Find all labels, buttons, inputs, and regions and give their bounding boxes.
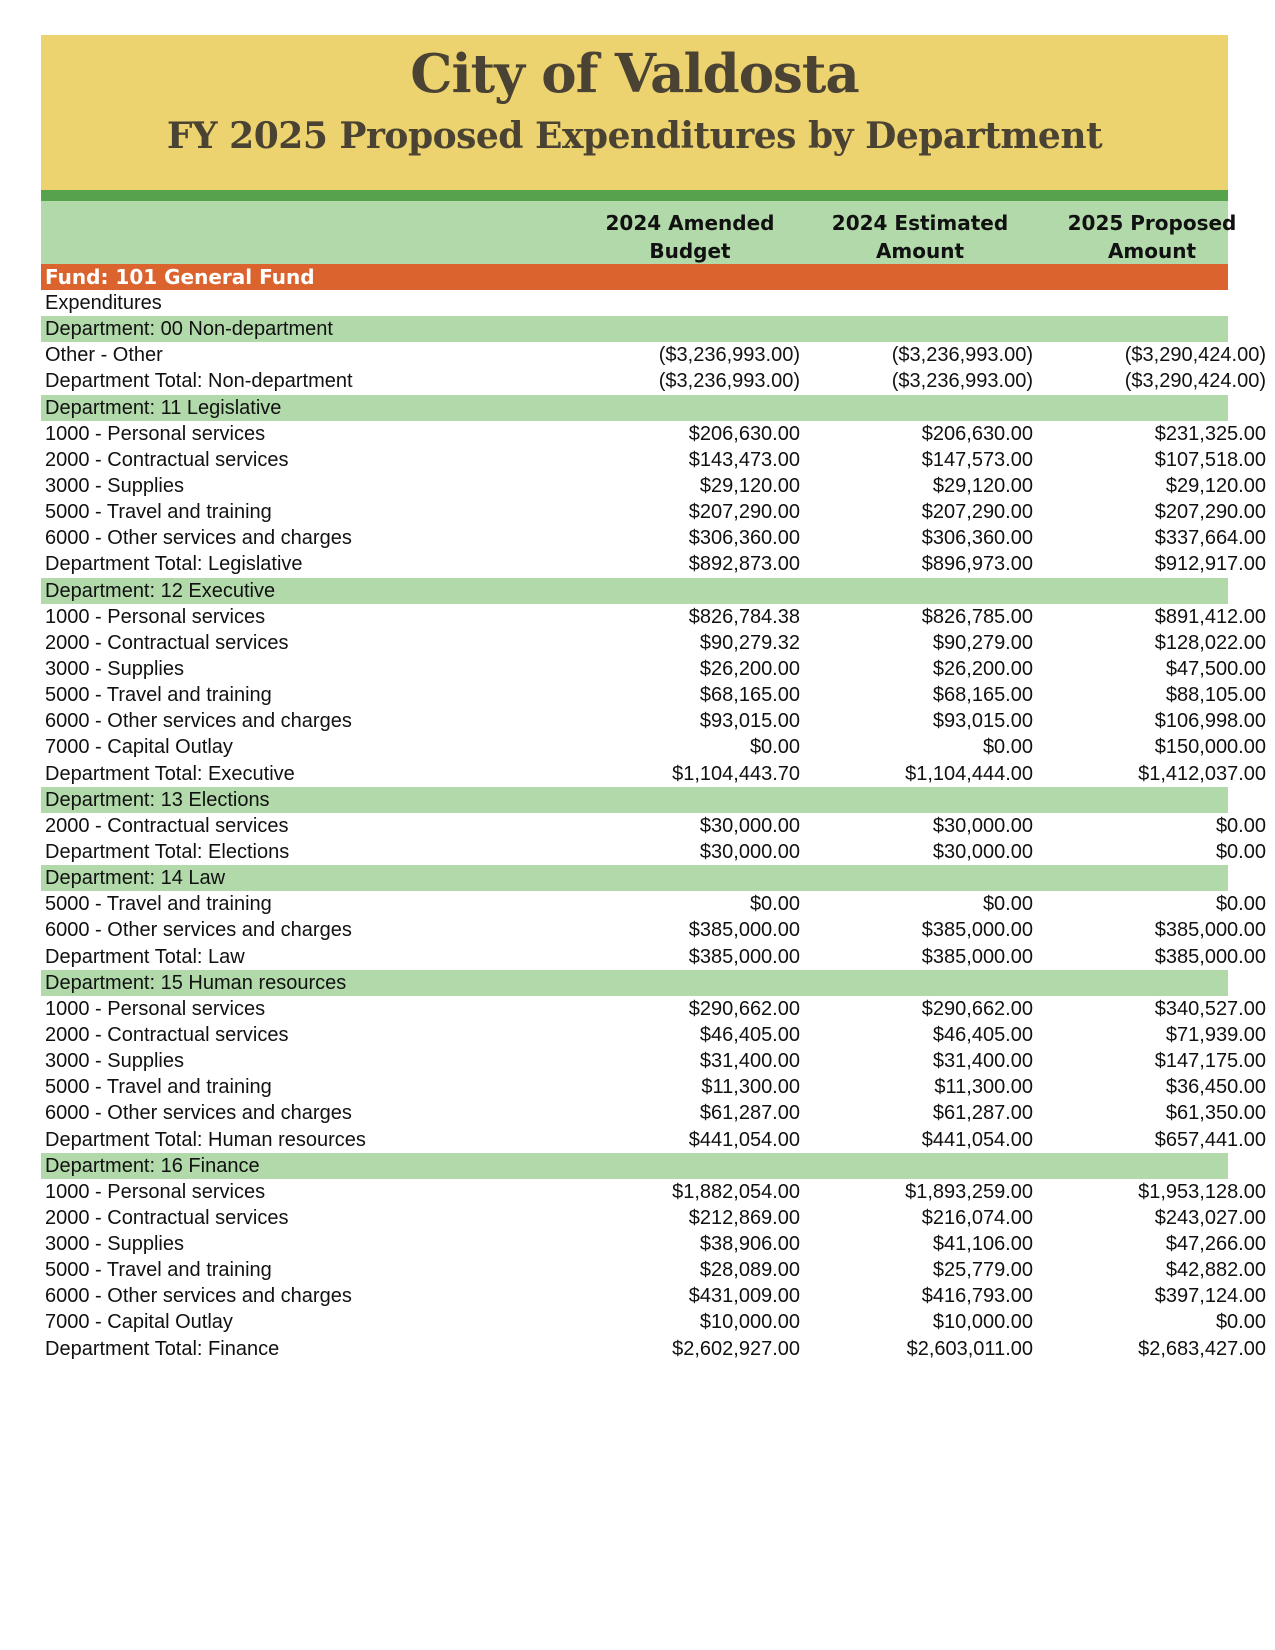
amended-2024-cell: $826,784.38 [688,605,800,628]
table-row [41,604,1266,630]
row-label: 2000 - Contractual services [45,1023,289,1046]
row-label: Department Total: Legislative [45,553,303,576]
amended-2024-cell: $892,873.00 [688,553,800,576]
table-row [41,656,1266,682]
proposed-2025-cell: $891,412.00 [1154,605,1266,628]
estimated-2024-cell: $385,000.00 [921,945,1033,968]
table-row [41,1257,1266,1283]
proposed-2025-cell: $42,882.00 [1165,1259,1266,1282]
estimated-2024-cell: $206,630.00 [921,422,1033,445]
amended-2024-cell: $441,054.00 [688,1128,800,1151]
proposed-2025-cell: $0.00 [1215,814,1266,837]
department-total-row [41,944,1266,970]
amended-2024-cell: $68,165.00 [699,684,800,707]
amended-2024-cell: $46,405.00 [699,1023,800,1046]
row-label: 5000 - Travel and training [45,1259,272,1282]
department-header-row [41,970,1228,996]
table-row [41,734,1266,760]
estimated-2024-cell: $290,662.00 [921,997,1033,1020]
proposed-2025-cell: $147,175.00 [1154,1050,1266,1073]
amended-2024-cell: $212,869.00 [688,1206,800,1229]
table-row [41,708,1266,734]
table-row [41,813,1266,839]
estimated-2024-cell: $61,287.00 [932,1102,1033,1125]
proposed-2025-cell: $1,953,128.00 [1138,1180,1266,1203]
department-header-row [41,578,1228,604]
row-label: 6000 - Other services and charges [45,919,352,942]
estimated-2024-cell: $896,973.00 [921,553,1033,576]
estimated-2024-cell: $41,106.00 [932,1233,1033,1256]
table-row [41,1309,1266,1335]
department-total-row [41,551,1266,577]
department-total-row [41,839,1266,865]
amended-2024-cell: $90,279.32 [699,631,800,654]
table-row [41,421,1266,447]
estimated-2024-cell: ($3,236,993.00) [891,344,1033,367]
row-label: 5000 - Travel and training [45,1076,272,1099]
department-label: Department: 15 Human resources [45,971,347,994]
amended-2024-cell: $206,630.00 [688,422,800,445]
row-label: 1000 - Personal services [45,605,266,628]
department-header-row [41,787,1228,813]
row-label: 2000 - Contractual services [45,814,289,837]
proposed-2025-cell: $397,124.00 [1154,1285,1266,1308]
department-header-row [41,1153,1228,1179]
estimated-2024-cell: $1,893,259.00 [905,1180,1033,1203]
department-total-row [41,1127,1266,1153]
table-row [41,1048,1266,1074]
estimated-2024-cell: $441,054.00 [921,1128,1033,1151]
divider-bar [41,190,1228,201]
title-banner [41,35,1228,190]
estimated-2024-cell: $0.00 [982,893,1033,916]
proposed-2025-cell: $207,290.00 [1154,501,1266,524]
amended-2024-cell: $30,000.00 [699,840,800,863]
amended-2024-cell: $1,882,054.00 [672,1180,800,1203]
table-row [41,1231,1266,1257]
proposed-2025-cell: $47,266.00 [1165,1233,1266,1256]
department-header-row [41,395,1228,421]
table-row [41,447,1266,473]
proposed-2025-cell: $1,412,037.00 [1138,762,1266,785]
proposed-2025-cell: $47,500.00 [1165,657,1266,680]
estimated-2024-cell: $207,290.00 [921,501,1033,524]
amended-2024-cell: $11,300.00 [701,1076,800,1099]
amended-2024-cell: $290,662.00 [688,997,800,1020]
row-label: 6000 - Other services and charges [45,1102,352,1125]
department-header-row [41,316,1228,342]
table-row [41,1022,1266,1048]
estimated-2024-cell: $1,104,444.00 [905,762,1033,785]
row-label: 7000 - Capital Outlay [45,1311,233,1334]
table-row [41,1074,1266,1100]
amended-2024-cell: $38,906.00 [699,1233,800,1256]
proposed-2025-cell: $106,998.00 [1154,710,1266,733]
page-title: City of Valdosta [410,43,859,105]
table-row [41,917,1266,943]
department-label: Department: 00 Non-department [45,318,333,341]
row-label: Department Total: Law [45,945,245,968]
row-label: 3000 - Supplies [45,1050,184,1073]
proposed-2025-cell: $243,027.00 [1154,1206,1266,1229]
department-total-row [41,368,1266,394]
proposed-2025-cell: $385,000.00 [1154,945,1266,968]
estimated-2024-cell: $93,015.00 [932,710,1033,733]
department-label: Department: 12 Executive [45,579,276,602]
table-row [41,1179,1266,1205]
amended-2024-cell: $385,000.00 [688,945,800,968]
estimated-2024-cell: ($3,236,993.00) [891,370,1033,393]
column-header-row [41,201,1237,264]
amended-2024-cell: $431,009.00 [688,1285,800,1308]
row-label: 5000 - Travel and training [45,893,272,916]
estimated-2024-cell: $31,400.00 [932,1050,1033,1073]
proposed-2025-cell: $657,441.00 [1154,1128,1266,1151]
section-label: Expenditures [45,292,162,314]
page-subtitle: FY 2025 Proposed Expenditures by Department [166,115,1103,157]
amended-2024-cell: $143,473.00 [688,448,800,471]
estimated-2024-cell: $30,000.00 [932,814,1033,837]
amended-2024-cell: $207,290.00 [688,501,800,524]
estimated-2024-cell: $68,165.00 [932,684,1033,707]
row-label: 7000 - Capital Outlay [45,736,233,759]
amended-2024-cell: $28,089.00 [699,1259,800,1282]
amended-2024-cell: $61,287.00 [699,1102,800,1125]
department-header-row [41,865,1228,891]
proposed-2025-cell: $231,325.00 [1154,422,1266,445]
proposed-2025-cell: $107,518.00 [1154,448,1266,471]
proposed-2025-cell: $71,939.00 [1165,1023,1266,1046]
amended-2024-cell: $385,000.00 [688,919,800,942]
table-row [41,1205,1266,1231]
row-label: 1000 - Personal services [45,422,266,445]
amended-2024-cell: $26,200.00 [699,657,800,680]
row-label: 3000 - Supplies [45,1233,184,1256]
table-row [41,525,1266,551]
row-label: Department Total: Non-department [45,370,353,393]
table-row [41,1283,1266,1309]
amended-2024-cell: ($3,236,993.00) [658,344,800,367]
amended-2024-cell: $31,400.00 [699,1050,800,1073]
proposed-2025-cell: $2,683,427.00 [1138,1337,1266,1360]
row-label: Other - Other [45,344,163,367]
proposed-2025-cell: $0.00 [1215,893,1266,916]
row-label: Department Total: Elections [45,840,290,863]
proposed-2025-cell: $36,450.00 [1165,1076,1266,1099]
row-label: 1000 - Personal services [45,1180,266,1203]
row-label: 6000 - Other services and charges [45,527,352,550]
table-row [41,499,1266,525]
row-label: 3000 - Supplies [45,474,184,497]
column-header-2024-amended: 2024 Amended Budget [605,211,775,263]
amended-2024-cell: $0.00 [749,736,800,759]
amended-2024-cell: $306,360.00 [688,527,800,550]
estimated-2024-cell: $26,200.00 [932,657,1033,680]
column-header-2024-estimated: 2024 Estimated Amount [831,211,1009,263]
estimated-2024-cell: $385,000.00 [921,919,1033,942]
estimated-2024-cell: $306,360.00 [921,527,1033,550]
department-label: Department: 11 Legislative [45,396,282,419]
estimated-2024-cell: $147,573.00 [921,448,1033,471]
row-label: 5000 - Travel and training [45,501,272,524]
table-row [41,1100,1266,1126]
estimated-2024-cell: $30,000.00 [932,840,1033,863]
estimated-2024-cell: $216,074.00 [921,1206,1033,1229]
estimated-2024-cell: $90,279.00 [932,631,1033,654]
proposed-2025-cell: $150,000.00 [1154,736,1266,759]
proposed-2025-cell: $337,664.00 [1154,527,1266,550]
proposed-2025-cell: $385,000.00 [1154,919,1266,942]
amended-2024-cell: $29,120.00 [699,474,800,497]
table-row [41,996,1266,1022]
row-label: 2000 - Contractual services [45,448,289,471]
proposed-2025-cell: ($3,290,424.00) [1124,344,1266,367]
row-label: 1000 - Personal services [45,997,266,1020]
estimated-2024-cell: $11,300.00 [934,1076,1033,1099]
amended-2024-cell: ($3,236,993.00) [658,370,800,393]
proposed-2025-cell: ($3,290,424.00) [1124,370,1266,393]
department-label: Department: 14 Law [45,867,226,890]
amended-2024-cell: $1,104,443.70 [672,762,800,785]
proposed-2025-cell: $0.00 [1215,1311,1266,1334]
column-header-2025-proposed: 2025 Proposed Amount [1067,211,1237,263]
proposed-2025-cell: $29,120.00 [1165,474,1266,497]
budget-table [41,290,1266,1362]
proposed-2025-cell: $340,527.00 [1154,997,1266,1020]
row-label: Department Total: Finance [45,1337,280,1360]
table-row [41,473,1266,499]
table-row [41,630,1266,656]
amended-2024-cell: $93,015.00 [699,710,800,733]
proposed-2025-cell: $61,350.00 [1165,1102,1266,1125]
department-total-row [41,1336,1266,1362]
row-label: 3000 - Supplies [45,657,184,680]
proposed-2025-cell: $0.00 [1215,840,1266,863]
fund-label: Fund: 101 General Fund [45,265,315,289]
row-label: 2000 - Contractual services [45,631,289,654]
amended-2024-cell: $2,602,927.00 [672,1337,800,1360]
estimated-2024-cell: $826,785.00 [921,605,1033,628]
department-label: Department: 13 Elections [45,788,270,811]
row-label: 2000 - Contractual services [45,1206,289,1229]
estimated-2024-cell: $10,000.00 [932,1311,1033,1334]
amended-2024-cell: $0.00 [749,893,800,916]
row-label: Department Total: Human resources [45,1128,366,1151]
estimated-2024-cell: $416,793.00 [921,1285,1033,1308]
table-row [41,682,1266,708]
section-row [41,290,1228,316]
proposed-2025-cell: $912,917.00 [1154,553,1266,576]
row-label: 6000 - Other services and charges [45,710,352,733]
table-row [41,342,1266,368]
department-label: Department: 16 Finance [45,1154,260,1177]
proposed-2025-cell: $88,105.00 [1165,684,1266,707]
row-label: 6000 - Other services and charges [45,1285,352,1308]
fund-header [41,264,1228,290]
estimated-2024-cell: $46,405.00 [932,1023,1033,1046]
row-label: 5000 - Travel and training [45,684,272,707]
estimated-2024-cell: $2,603,011.00 [906,1337,1033,1360]
table-row [41,891,1266,917]
amended-2024-cell: $10,000.00 [699,1311,800,1334]
estimated-2024-cell: $29,120.00 [932,474,1033,497]
proposed-2025-cell: $128,022.00 [1154,631,1266,654]
estimated-2024-cell: $25,779.00 [932,1259,1033,1282]
department-total-row [41,761,1266,787]
estimated-2024-cell: $0.00 [982,736,1033,759]
row-label: Department Total: Executive [45,762,295,785]
amended-2024-cell: $30,000.00 [699,814,800,837]
